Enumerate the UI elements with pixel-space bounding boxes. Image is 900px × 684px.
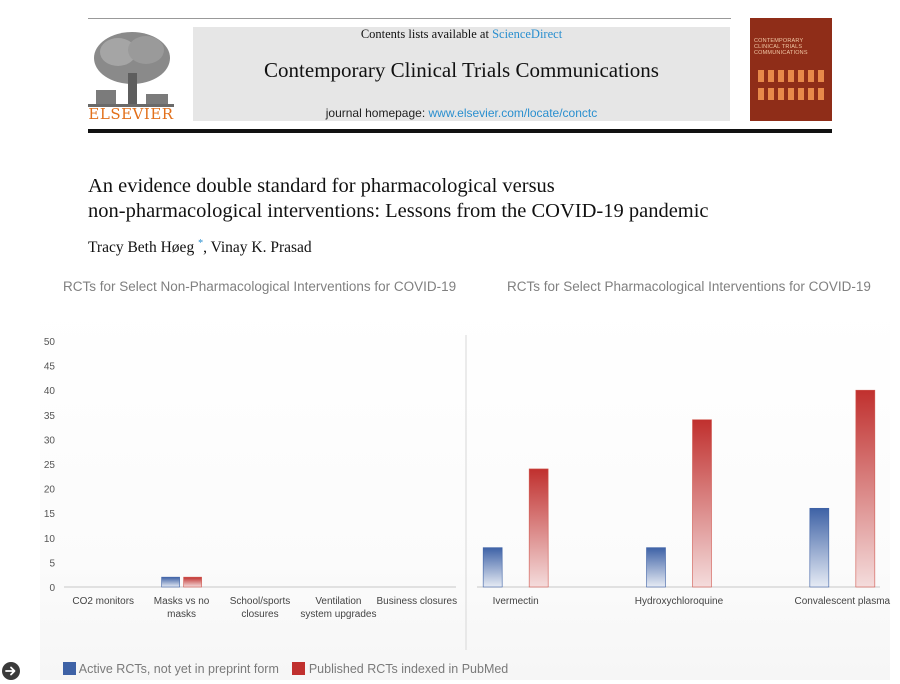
cover-title: CONTEMPORARY CLINICAL TRIALS COMMUNICATIONS [754,38,808,56]
left-chart-x-tick-label: Ventilation [315,596,362,607]
left-chart-x-tick-label: Masks vs no [153,596,210,607]
right-chart-x-tick-label: Convalescent plasma [794,596,891,607]
y-tick-label: 20 [43,484,55,496]
elsevier-wordmark: ELSEVIER [88,105,174,123]
right-chart-bar [693,420,712,587]
y-tick-label: 40 [43,386,55,398]
journal-title: Contemporary Clinical Trials Communications [264,58,659,82]
right-chart-bar [647,548,666,587]
author-prasad[interactable]: Vinay K. Prasad [210,239,312,257]
left-chart-x-tick-label: closures [241,609,279,620]
article-title-line-2: non-pharmacological interventions: Lessons from the COVID-19 pandemic [88,200,709,222]
y-tick-label: 50 [43,337,55,348]
y-tick-label: 45 [43,361,55,373]
left-chart-bar [184,577,202,587]
left-chart-x-tick-label: Business closures [376,596,458,607]
left-chart-x-tick-label: masks [167,609,197,620]
right-chart-bar [856,390,875,587]
left-chart-bar [162,577,180,587]
corresponding-author-mark[interactable]: * [198,238,204,249]
y-tick-label: 5 [49,558,55,570]
author-separator: , [203,239,211,257]
homepage-prefix: journal homepage: [325,106,426,120]
right-chart-x-tick-label: Hydroxychloroquine [634,596,724,607]
legend-swatch-active [63,662,76,675]
homepage-link[interactable]: www.elsevier.com/locate/conctc [428,106,598,120]
right-chart-title: RCTs for Select Pharmacological Interventions for COVID-19 [507,279,871,294]
right-chart-bar [529,469,548,587]
author-hoeg[interactable]: Tracy Beth Høeg [88,239,195,257]
left-chart-x-tick-label: CO2 monitors [72,596,135,607]
left-chart-x-tick-label: system upgrades [300,609,377,620]
article-title-line-1: An evidence double standard for pharmacological versus [88,175,555,197]
sciencedirect-link[interactable]: ScienceDirect [492,27,563,41]
legend-label-published: Published RCTs indexed in PubMed [308,662,509,676]
legend-label-active: Active RCTs, not yet in preprint form [78,662,279,676]
left-chart-title: RCTs for Select Non-Pharmacological Interventions for COVID-19 [63,279,457,294]
y-tick-label: 35 [43,410,55,422]
right-chart-bar [810,508,829,587]
y-tick-label: 30 [43,435,55,447]
right-chart-x-tick-label: Ivermectin [492,596,539,607]
y-tick-label: 15 [43,509,55,521]
chart-legend [63,662,508,676]
arrow-right-circle-icon[interactable] [2,662,20,680]
right-chart-bar [483,548,502,587]
legend-swatch-published [292,662,305,675]
y-tick-label: 0 [49,583,55,594]
contents-prefix: Contents lists available at [360,27,489,41]
y-tick-label: 25 [43,460,55,471]
left-chart-x-tick-label: School/sports [229,596,291,607]
y-tick-label: 10 [43,533,55,545]
